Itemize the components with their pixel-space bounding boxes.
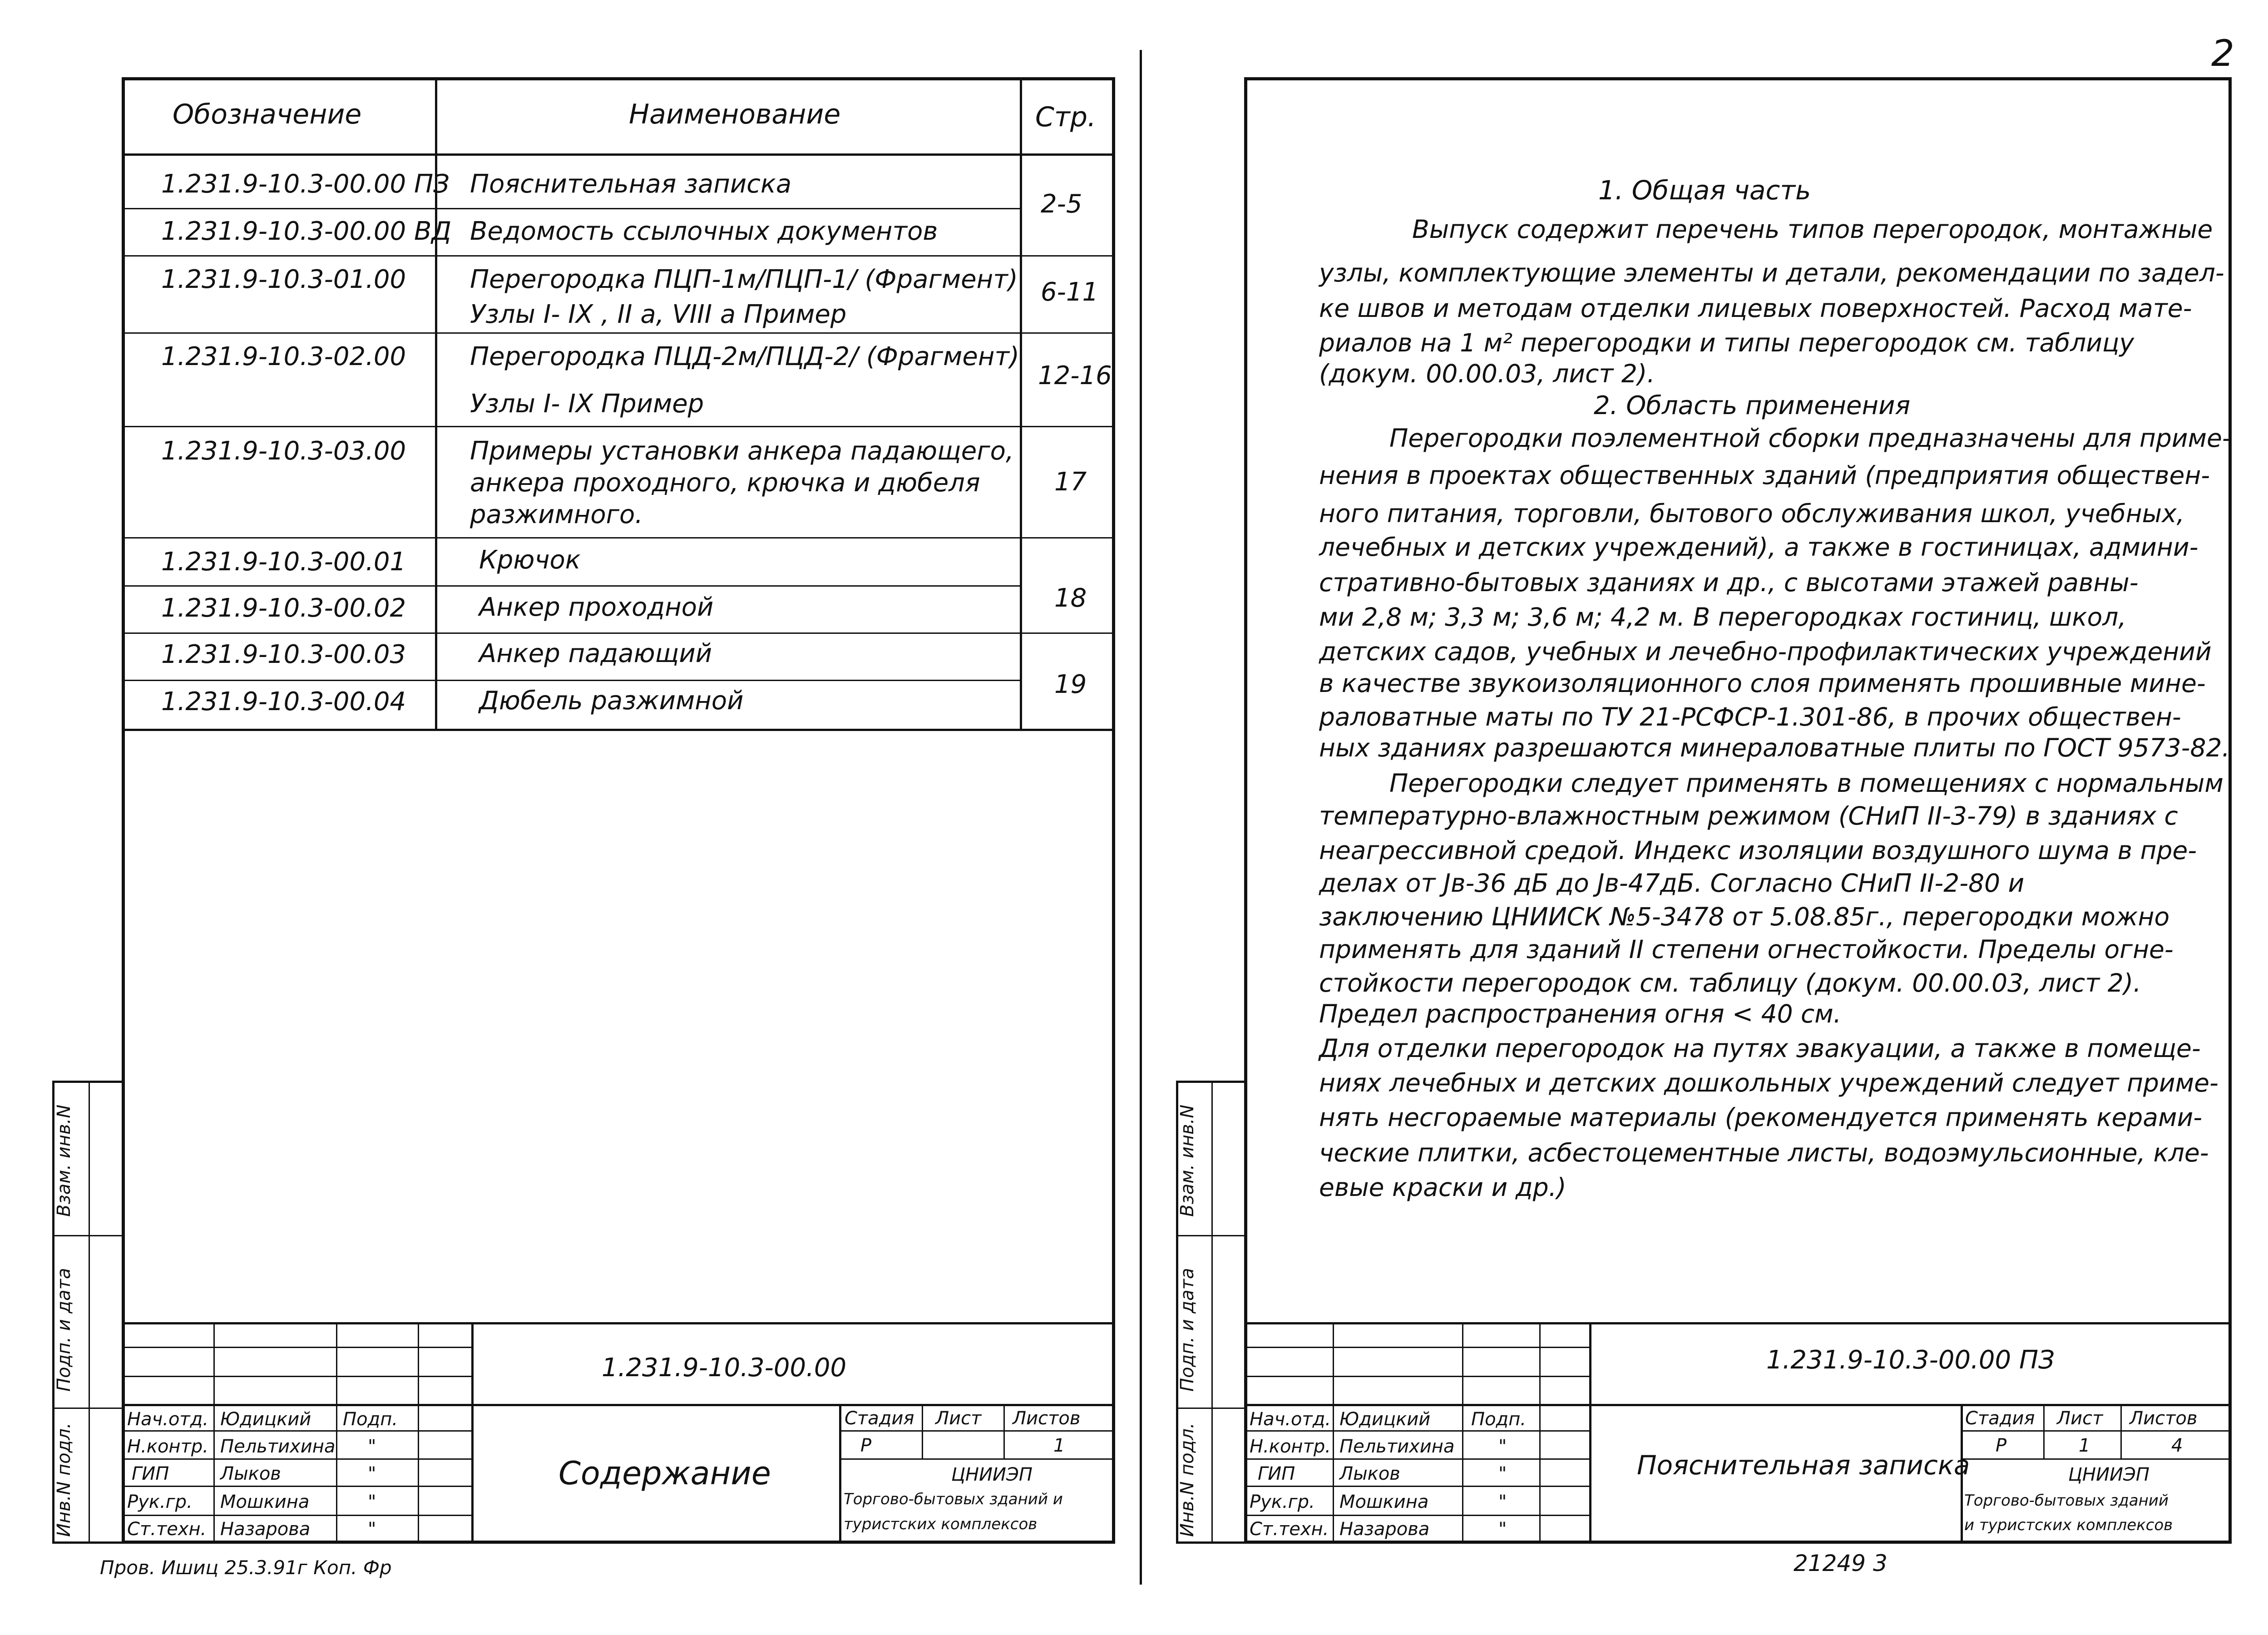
sign-label: Подп.: [1471, 1409, 1527, 1430]
role-label: Нач.отд.: [1250, 1409, 1331, 1430]
page-number: 2: [2211, 32, 2234, 74]
sheets-value: 4: [2171, 1435, 2183, 1456]
person-name: Назарова: [1339, 1519, 1430, 1540]
table-row-designation: 1.231.9-10.3-00.00 ПЗ: [161, 169, 450, 199]
table-row-designation: 1.231.9-10.3-03.00: [161, 436, 406, 466]
sign-mark: ": [368, 1463, 376, 1484]
table-row-name: Крючок: [479, 545, 581, 575]
side-label: Подп. и дата: [1177, 1268, 1198, 1392]
sheet-label: Лист: [2057, 1408, 2103, 1429]
page-ref: 17: [1054, 467, 1087, 497]
section-heading: 2. Область применения: [1594, 391, 1911, 420]
sign-mark: ": [1498, 1492, 1507, 1512]
role-label: ГИП: [132, 1463, 169, 1484]
sheets-label: Листов: [1013, 1408, 1081, 1429]
side-label: Взам. инв.N: [1177, 1104, 1198, 1217]
page-ref: 6-11: [1041, 277, 1099, 307]
table-row-designation: 1.231.9-10.3-01.00: [161, 265, 406, 294]
sign-mark: ": [368, 1519, 376, 1540]
footer-note: 21249 3: [1794, 1550, 1888, 1576]
sign-mark: ": [1498, 1463, 1507, 1484]
table-row-designation: 1.231.9-10.3-00.03: [161, 640, 406, 669]
header-page: Стр.: [1035, 101, 1097, 133]
page-ref: 19: [1054, 670, 1087, 699]
org-name: ЦНИИЭП: [951, 1464, 1033, 1485]
person-name: Пельтихина: [1339, 1436, 1455, 1457]
role-label: Рук.гр.: [1250, 1492, 1315, 1512]
side-label: Взам. инв.N: [54, 1104, 74, 1217]
person-name: Лыков: [1339, 1463, 1400, 1484]
role-label: Ст.техн.: [127, 1519, 207, 1540]
side-label: Инв.N подл.: [54, 1423, 74, 1537]
table-row-name: Узлы I- IX Пример: [470, 389, 704, 419]
table-row-name: Узлы I- IX , II а, VIII а Пример: [470, 300, 847, 329]
org-name: ЦНИИЭП: [2068, 1464, 2149, 1485]
org-line: и туристских комплексов: [1964, 1516, 2173, 1534]
sign-mark: ": [368, 1436, 376, 1457]
table-row-designation: 1.231.9-10.3-00.01: [161, 547, 406, 577]
table-row-name: Анкер проходной: [479, 593, 714, 622]
stage-value: Р: [860, 1435, 872, 1456]
sign-mark: ": [1498, 1519, 1507, 1540]
sign-mark: ": [368, 1492, 376, 1512]
person-name: Пельтихина: [220, 1436, 336, 1457]
table-row-name: анкера проходного, крючка и дюбеля: [470, 468, 980, 498]
table-row-designation: 1.231.9-10.3-02.00: [161, 342, 406, 371]
table-row-designation: 1.231.9-10.3-00.02: [161, 593, 406, 623]
table-row-name: Перегородка ПЦП-1м/ПЦП-1/ (Фрагмент): [470, 265, 1018, 294]
section-heading: 1. Общая часть: [1598, 175, 1811, 206]
person-name: Мошкина: [1339, 1492, 1429, 1512]
person-name: Лыков: [220, 1463, 281, 1484]
sheet-value: 1: [2079, 1435, 2090, 1456]
header-designation: Обозначение: [173, 99, 362, 130]
table-row-designation: 1.231.9-10.3-00.00 ВД: [161, 217, 452, 246]
doc-code: 1.231.9-10.3-00.00: [602, 1353, 847, 1383]
header-name: Наименование: [629, 99, 841, 130]
doc-title: Пояснительная записка: [1637, 1450, 1970, 1481]
page-ref: 12-16: [1038, 361, 1112, 390]
role-label: Рук.гр.: [127, 1492, 193, 1512]
sheet-divider: [1140, 50, 1142, 1585]
doc-title: Содержание: [558, 1455, 771, 1492]
page-ref: 2-5: [1041, 189, 1082, 219]
sheets-value: 1: [1053, 1435, 1065, 1456]
org-line: Торгово-бытовых зданий и: [844, 1490, 1063, 1508]
person-name: Юдицкий: [220, 1409, 311, 1430]
stage-label: Стадия: [845, 1408, 914, 1429]
role-label: Н.контр.: [127, 1436, 208, 1457]
role-label: Нач.отд.: [127, 1409, 209, 1430]
role-label: Н.контр.: [1250, 1436, 1331, 1457]
table-row-name: Перегородка ПЦД-2м/ПЦД-2/ (Фрагмент): [470, 342, 1019, 371]
table-row-designation: 1.231.9-10.3-00.04: [161, 687, 406, 716]
table-row-name: Анкер падающий: [479, 639, 712, 668]
stage-label: Стадия: [1965, 1408, 2035, 1429]
org-line: туристских комплексов: [844, 1515, 1038, 1533]
org-line: Торгово-бытовых зданий: [1964, 1492, 2169, 1510]
sign-label: Подп.: [343, 1409, 398, 1430]
role-label: ГИП: [1258, 1463, 1295, 1484]
side-label: Инв.N подл.: [1177, 1423, 1198, 1537]
table-row-name: Дюбель разжимной: [479, 686, 744, 716]
table-row-name: разжимного.: [470, 500, 643, 529]
table-row-name: Ведомость ссылочных документов: [470, 217, 938, 246]
table-row-name: Примеры установки анкера падающего,: [470, 436, 1014, 466]
sign-mark: ": [1498, 1436, 1507, 1457]
table-row-name: Пояснительная записка: [470, 169, 792, 199]
doc-code: 1.231.9-10.3-00.00 ПЗ: [1766, 1345, 2055, 1375]
person-name: Мошкина: [220, 1492, 310, 1512]
footer-note: Пров. Ишиц 25.3.91г Коп. Фр: [100, 1556, 392, 1579]
person-name: Юдицкий: [1339, 1409, 1431, 1430]
person-name: Назарова: [220, 1519, 311, 1540]
side-label: Подп. и дата: [54, 1268, 74, 1392]
stage-value: Р: [1996, 1435, 2007, 1456]
sheet-label: Лист: [935, 1408, 982, 1429]
sheets-label: Листов: [2130, 1408, 2198, 1429]
page-ref: 18: [1054, 583, 1087, 613]
role-label: Ст.техн.: [1250, 1519, 1329, 1540]
